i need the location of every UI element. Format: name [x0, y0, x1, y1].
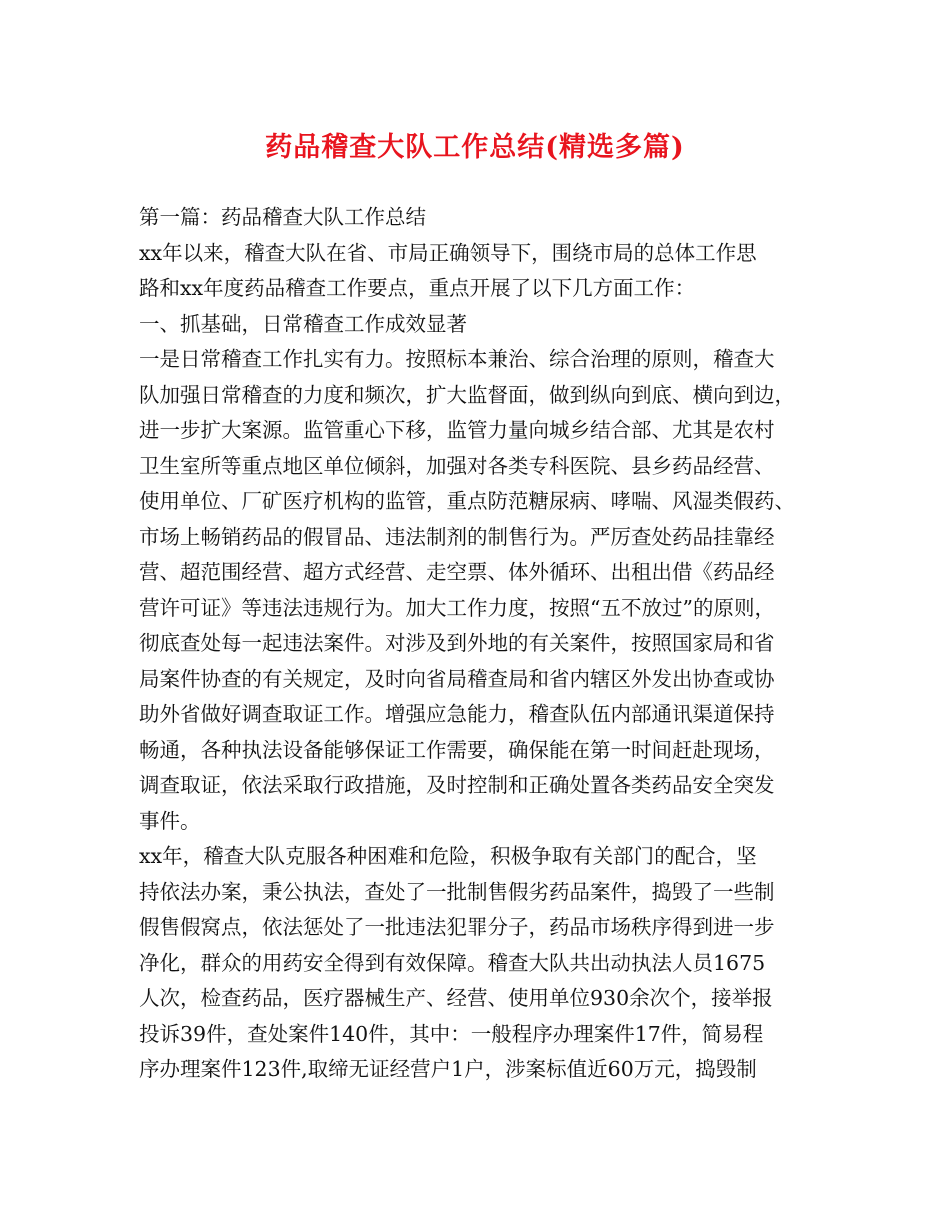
body-line: 假售假窝点，依法惩处了一批违法犯罪分子，药品市场秩序得到进一步 [139, 915, 775, 939]
body-line: 一是日常稽查工作扎实有力。按照标本兼治、综合治理的原则，稽查大 [139, 347, 775, 371]
body-line: 畅通，各种执法设备能够保证工作需要，确保能在第一时间赶赴现场， [139, 737, 775, 762]
section-heading: 第一篇：药品稽查大队工作总结 [139, 205, 426, 229]
body-line: 调查取证，依法采取行政措施，及时控制和正确处置各类药品安全突发 [139, 773, 775, 797]
body-line: xx年，稽查大队克服各种困难和危险，积极争取有关部门的配合，坚 [139, 844, 757, 868]
body-line: 队加强日常稽查的力度和频次，扩大监督面，做到纵向到底、横向到边， [139, 382, 795, 407]
body-line: 进一步扩大案源。监管重心下移，监管力量向城乡结合部、尤其是农村 [139, 418, 775, 442]
body-line: 彻底查处每一起违法案件。对涉及到外地的有关案件，按照国家局和省 [139, 631, 775, 655]
body-line: 人次，检查药品，医疗器械生产、经营、使用单位930余次个，接举报 [139, 986, 773, 1010]
body-line: 助外省做好调查取证工作。增强应急能力，稽查队伍内部通讯渠道保持 [139, 702, 775, 726]
body-line: 营、超范围经营、超方式经营、走空票、体外循环、出租出借《药品经 [139, 560, 775, 584]
body-line: 局案件协查的有关规定，及时向省局稽查局和省内辖区外发出协查或协 [139, 666, 775, 691]
document-body [139, 200, 829, 1088]
body-line: 事件。 [139, 808, 201, 833]
body-line: 卫生室所等重点地区单位倾斜，加强对各类专科医院、县乡药品经营、 [139, 453, 775, 478]
body-line: 持依法办案，秉公执法，查处了一批制售假劣药品案件，捣毁了一些制 [139, 879, 775, 904]
body-line: xx年以来，稽查大队在省、市局正确领导下，围绕市局的总体工作思 [139, 240, 757, 265]
body-line: 市场上畅销药品的假冒品、违法制剂的制售行为。严厉查处药品挂靠经 [139, 524, 775, 549]
body-line: 路和xx年度药品稽查工作要点，重点开展了以下几方面工作： [139, 276, 696, 300]
document-title: 药品稽查大队工作总结(精选多篇) [265, 132, 685, 163]
body-line: 净化，群众的用药安全得到有效保障。稽查大队共出动执法人员1675 [139, 950, 766, 975]
body-line: 使用单位、厂矿医疗机构的监管，重点防范糖尿病、哮喘、风湿类假药、 [139, 489, 795, 513]
body-line: 投诉39件，查处案件140件，其中：一般程序办理案件17件，简易程 [139, 1021, 764, 1046]
body-line: 序办理案件123件,取缔无证经营户1户，涉案标值近60万元，捣毁制 [139, 1057, 757, 1081]
body-line: 营许可证》等违法违规行为。加大工作力度，按照“五不放过”的原则， [139, 595, 775, 620]
subsection-heading: 一、抓基础，日常稽查工作成效显著 [139, 311, 467, 336]
